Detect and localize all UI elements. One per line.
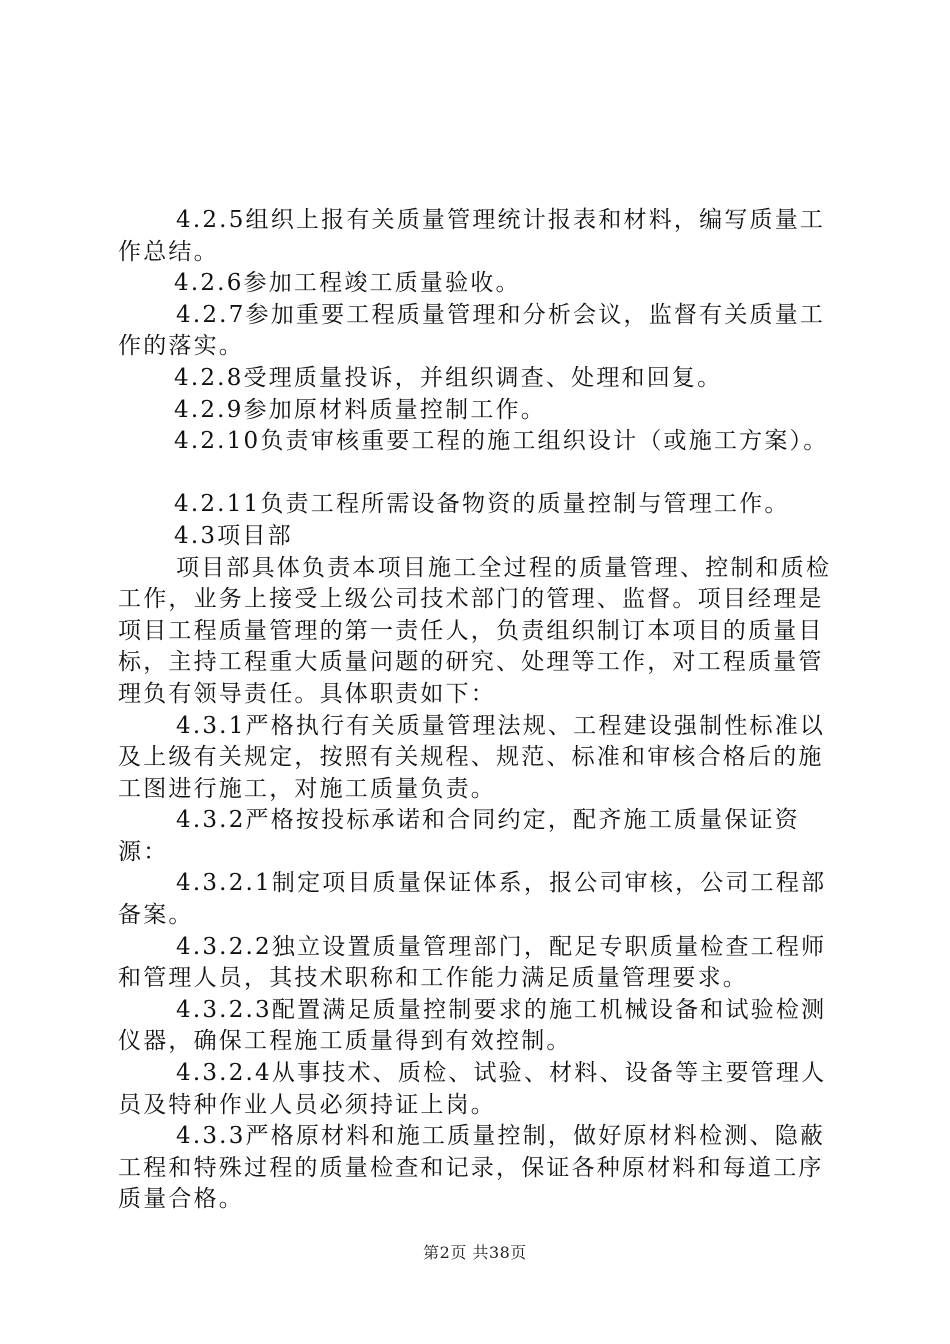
paragraph-4-3-2-3: 4.3.2.3配置满足质量控制要求的施工机械设备和试验检测仪器，确保工程施工质量得到有效控制。: [118, 996, 827, 1055]
paragraph-project-dept-intro: 项目部具体负责本项目施工全过程的质量管理、控制和质检工作，业务上接受上级公司技术部门的管理、监督。项目经理是项目工程质量管理的第一责任人，负责组织制订本项目的质量目标，主持工程重大质量问题的研究、处理等工作，对工程质量管理负有领导责任。具体职责如下：: [118, 554, 832, 707]
paragraph-4-2-8: 4.2.8受理质量投诉，并组织调查、处理和回复。: [174, 364, 723, 391]
paragraph-4-3-3: 4.3.3严格原材料和施工质量控制，做好原材料检测、隐蔽工程和特殊过程的质量检查和记录，保证各种原材料和每道工序质量合格。: [118, 1123, 826, 1213]
paragraph-4-2-5: 4.2.5组织上报有关质量管理统计报表和材料，编写质量工作总结。: [118, 207, 826, 265]
paragraph-4-2-9: 4.2.9参加原材料质量控制工作。: [174, 396, 546, 423]
paragraph-4-2-6: 4.2.6参加工程竣工质量验收。: [174, 270, 521, 297]
page-number-footer: 第2页 共38页: [423, 1243, 527, 1262]
paragraph-4-3-2-2: 4.3.2.2独立设置质量管理部门，配足专职质量检查工程师和管理人员，其技术职称和工作能力满足质量管理要求。: [118, 933, 827, 992]
document-body: [118, 205, 838, 1216]
paragraph-4-3-1: 4.3.1严格执行有关质量管理法规、工程建设强制性标准以及上级有关规定，按照有关规程、规范、标准和审核合格后的施工图进行施工，对施工质量负责。: [118, 712, 826, 802]
paragraph-4-2-11: 4.2.11负责工程所需设备物资的质量控制与管理工作。: [174, 491, 790, 518]
paragraph-4-3-2-1: 4.3.2.1制定项目质量保证体系，报公司审核，公司工程部备案。: [118, 870, 827, 929]
paragraph-4-2-10: 4.2.10负责审核重要工程的施工组织设计（或施工方案）。: [174, 428, 829, 455]
blank-line: [118, 458, 838, 490]
paragraph-4-3-2-4: 4.3.2.4从事技术、质检、试验、材料、设备等主要管理人员及特种作业人员必须持证上岗。: [118, 1060, 827, 1118]
section-heading-4-3: 4.3项目部: [174, 522, 293, 549]
paragraph-4-2-7: 4.2.7参加重要工程质量管理和分析会议，监督有关质量工作的落实。: [118, 301, 826, 360]
paragraph-4-3-2: 4.3.2严格按投标承诺和合同约定，配齐施工质量保证资源：: [118, 807, 800, 865]
